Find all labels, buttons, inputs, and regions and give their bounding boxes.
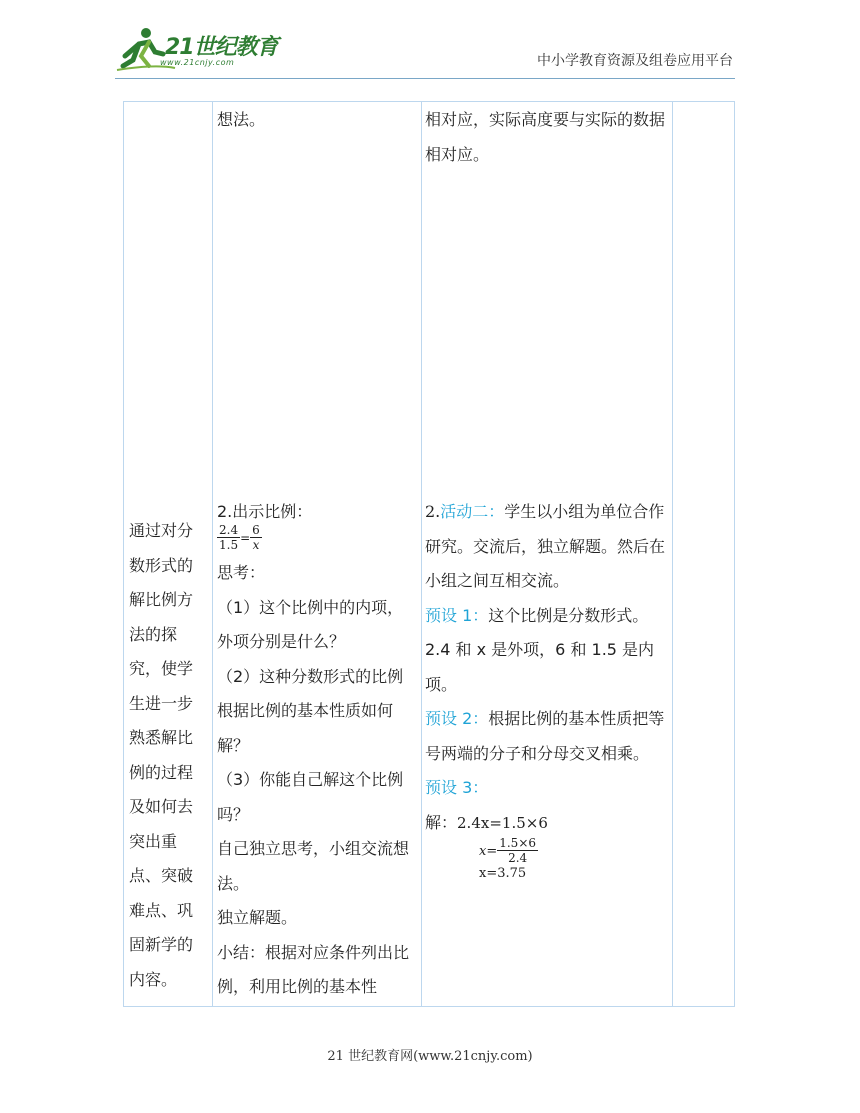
solve-alone: 独立解题。 <box>217 908 298 927</box>
preset-3 <box>425 771 670 806</box>
table-row <box>124 102 735 1007</box>
activity-two: 2.活动二：学生以小组为单位合作研究。交流后，独立解题。然后在小组之间互相交流。 <box>425 502 666 590</box>
preset-3-label: 预设 3： <box>425 778 489 797</box>
activity-two-label: 活动二： <box>440 502 505 521</box>
logo-url: www.21cnjy.com <box>160 58 235 67</box>
ratio-left-fraction: $\frac{2.4}{1.5}$ <box>219 523 239 552</box>
lesson-table <box>123 101 735 1007</box>
teacher-top-text: 想法。 <box>217 110 266 129</box>
student-cell <box>422 102 673 1007</box>
logo-text: 21世纪教育 <box>165 35 278 60</box>
header-divider <box>115 78 735 79</box>
ratio-equals: = <box>240 531 251 545</box>
show-ratio-title: 2.出示比例： <box>217 501 313 521</box>
question-3: （3）你能自己解这个比例吗？ <box>217 770 404 824</box>
preset-1-detail: 2.4 和 x 是外项，6 和 1.5 是内项。 <box>425 640 655 694</box>
ratio-right-fraction: $\frac{6}{x}$ <box>252 523 260 552</box>
preset-2-label: 预设 2： <box>425 709 489 728</box>
page-footer: 21 世纪教育网(www.21cnjy.com) <box>327 1049 533 1064</box>
page-header <box>0 0 860 100</box>
goal-text: 通过对分数形式的解比例方法的探究，使学生进一步熟悉解比例的过程及如何去突出重点、突破难点、巩固新学的内容。 <box>129 521 194 989</box>
preset-1: 预设 1：这个比例是分数形式。 <box>425 605 649 625</box>
think-discuss: 自己独立思考，小组交流想法。 <box>217 839 410 893</box>
spacer <box>425 172 670 495</box>
notes-cell <box>673 102 735 1007</box>
ratio-expression <box>217 523 415 552</box>
preset-1-label: 预设 1： <box>425 605 489 625</box>
question-2: （2）这种分数形式的比例根据比例的基本性质如何解？ <box>217 666 404 755</box>
goal-cell <box>124 102 213 1007</box>
teacher-cell <box>213 102 422 1007</box>
summary-text: 小结：根据对应条件列出比例，利用比例的基本性 <box>217 942 410 996</box>
header-slogan: 中小学教育资源及组卷应用平台 <box>537 53 733 69</box>
think-label: 思考： <box>217 563 266 582</box>
spacer <box>217 138 415 495</box>
solution-line-1: 解：2.4x=1.5×6 <box>425 812 548 832</box>
solution-line-2: x= $\frac{1.5\times 6}{2.4}$ <box>479 836 537 865</box>
solution-line-3: x=3.75 <box>479 866 527 881</box>
student-top-text: 相对应，实际高度要与实际的数据相对应。 <box>425 110 666 164</box>
question-1: （1）这个比例中的内项，外项分别是什么？ <box>217 597 404 651</box>
preset-2: 预设 2：根据比例的基本性质把等号两端的分子和分母交叉相乘。 <box>425 709 665 763</box>
solution-fraction: $\frac{1.5\times 6}{2.4}$ <box>499 836 537 865</box>
